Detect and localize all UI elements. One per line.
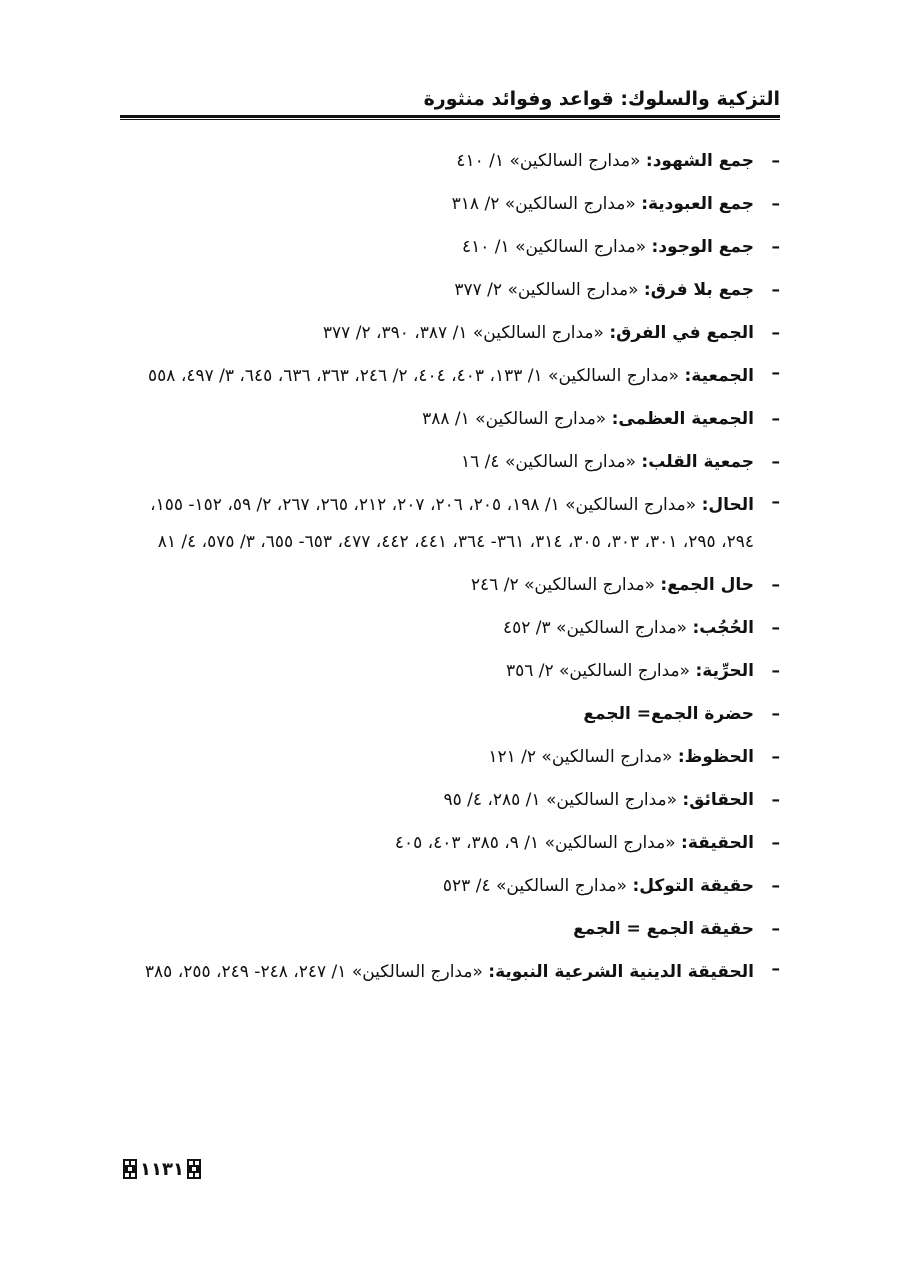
entry-term: حقيقة الجمع = الجمع [573,919,754,939]
header-rule [120,115,780,120]
index-entry: – جمعية القلب: «مدارج السالكين» ٤/ ١٦ [461,452,780,472]
entry-reference: «مدارج السالكين» ١/ ٢٨٥، ٤/ ٩٥ [443,790,677,810]
entry-reference: «مدارج السالكين» ٢/ ٣٥٦ [505,661,691,681]
index-entry: – الحرِّية: «مدارج السالكين» ٢/ ٣٥٦ [505,661,780,681]
running-header: التزكية والسلوك: قواعد وفوائد منثورة [423,88,780,110]
index-entry: – الحظوظ: «مدارج السالكين» ٢/ ١٢١ [488,747,780,767]
index-entry: – الحال: «مدارج السالكين» ١/ ١٩٨، ٢٠٥، ٢٠٦، ٢٠٧، ٢١٢، ٢٦٥، ٢٦٧، ٢/ ٥٩، ١٥٢- ١٥٥، ٢٩٤، ٢٩٥، ٣٠١، ٣٠٣، ٣٠٥، ٣١٤، ٣٦١- ٣٦٤، ٤٤١، ٤٤٢، ٤٧٧، ٦٥٣- ٦٥٥، ٣/ ٥٧٥، ٤/ ٨١ [150,492,780,552]
entry-reference: «مدارج السالكين» ١/ ١٩٨، ٢٠٥، ٢٠٦، ٢٠٧، ٢١٢، ٢٦٥، ٢٦٧، ٢/ ٥٩، ١٥٢- ١٥٥، ٢٩٤، ٢٩٥، ٣٠١، ٣٠٣، ٣٠٥، ٣١٤، ٣٦١- ٣٦٤، ٤٤١، ٤٤٢، ٤٧٧، ٦٥٣- ٦٥٥، ٣/ ٥٧٥، ٤/ ٨١ [150,495,754,552]
index-entry: – جمع بلا فرق: «مدارج السالكين» ٢/ ٣٧٧ [454,280,780,300]
entry-term: الحظوظ: [677,747,754,767]
entry-term: حال الجمع: [660,575,754,595]
entry-reference: «مدارج السالكين» ١/ ٣٨٨ [422,409,607,429]
entry-term: جمع العبودية: [641,194,754,214]
index-entry: – جمع العبودية: «مدارج السالكين» ٢/ ٣١٨ [451,194,780,214]
entry-reference: «مدارج السالكين» ٤/ ١٦ [461,452,636,472]
index-entry: – جمع الشهود: «مدارج السالكين» ١/ ٤١٠ [456,151,780,171]
entry-term: حضرة الجمع= الجمع [583,704,754,724]
entry-term: الجمع في الفرق: [609,323,754,343]
entry-term: الجمعية: [684,366,754,386]
index-entry: – الحقيقة: «مدارج السالكين» ١/ ٩، ٣٨٥، ٤٠٣، ٤٠٥ [394,833,780,853]
index-entry: – جمع الوجود: «مدارج السالكين» ١/ ٤١٠ [461,237,780,257]
entry-term: الحقائق: [682,790,754,810]
entry-term: الحقيقة: [681,833,754,853]
index-entry: – حقيقة الجمع = الجمع [573,919,780,939]
entry-term: جمع الشهود: [645,151,754,171]
index-entry: – الجمعية: «مدارج السالكين» ١/ ١٣٣، ٤٠٣، ٤٠٤، ٢/ ٢٤٦، ٣٦٣، ٦٣٦، ٦٤٥، ٣/ ٤٩٧، ٥٥٨ [148,363,780,386]
entry-reference: «مدارج السالكين» ١/ ٢٤٧، ٢٤٨- ٢٤٩، ٢٥٥، ٣٨٥ [144,962,483,982]
entry-reference: «مدارج السالكين» ٢/ ٣٧٧ [454,280,639,300]
entry-term: الحرِّية: [695,661,754,681]
index-entry: – الجمعية العظمى: «مدارج السالكين» ١/ ٣٨٨ [422,409,780,429]
entry-reference: «مدارج السالكين» ٢/ ١٢١ [488,747,673,767]
index-entries [120,140,780,994]
entry-reference: «مدارج السالكين» ٣/ ٤٥٢ [502,618,688,638]
entry-reference: «مدارج السالكين» ١/ ٩، ٣٨٥، ٤٠٣، ٤٠٥ [394,833,676,853]
index-entry: – حضرة الجمع= الجمع [583,704,780,724]
page-number [120,1156,204,1182]
entry-reference: «مدارج السالكين» ٤/ ٥٢٣ [442,876,628,896]
entry-term: جمع الوجود: [651,237,754,257]
entry-reference: «مدارج السالكين» ٢/ ٢٤٦ [470,575,656,595]
index-entry: – الحقيقة الدينية الشرعية النبوية: «مدارج السالكين» ١/ ٢٤٧، ٢٤٨- ٢٤٩، ٢٥٥، ٣٨٥ [144,959,780,982]
index-entry: – حال الجمع: «مدارج السالكين» ٢/ ٢٤٦ [470,575,780,595]
ornament-icon [123,1159,137,1179]
entry-reference: «مدارج السالكين» ١/ ٤١٠ [461,237,647,257]
entry-term: الحال: [701,495,754,515]
entry-reference: «مدارج السالكين» ١/ ٤١٠ [456,151,641,171]
index-entry: – حقيقة التوكل: «مدارج السالكين» ٤/ ٥٢٣ [442,876,780,896]
entry-term: حقيقة التوكل: [632,876,754,896]
entry-term: الجمعية العظمى: [611,409,754,429]
index-entry: – الحقائق: «مدارج السالكين» ١/ ٢٨٥، ٤/ ٩٥ [443,790,780,810]
entry-reference: «مدارج السالكين» ١/ ٣٨٧، ٣٩٠، ٢/ ٣٧٧ [322,323,604,343]
entry-term: الحقيقة الدينية الشرعية النبوية: [488,962,754,982]
entry-term: جمع بلا فرق: [643,280,754,300]
entry-term: الحُجُب: [692,618,754,638]
index-entry: – الجمع في الفرق: «مدارج السالكين» ١/ ٣٨٧، ٣٩٠، ٢/ ٣٧٧ [322,323,780,343]
entry-reference: «مدارج السالكين» ١/ ١٣٣، ٤٠٣، ٤٠٤، ٢/ ٢٤٦، ٣٦٣، ٦٣٦، ٦٤٥، ٣/ ٤٩٧، ٥٥٨ [148,366,680,386]
index-entry: – الحُجُب: «مدارج السالكين» ٣/ ٤٥٢ [502,618,780,638]
ornament-icon [187,1159,201,1179]
entry-term: جمعية القلب: [641,452,754,472]
entry-reference: «مدارج السالكين» ٢/ ٣١٨ [451,194,636,214]
page-number-text: ١١٣١ [140,1158,184,1180]
